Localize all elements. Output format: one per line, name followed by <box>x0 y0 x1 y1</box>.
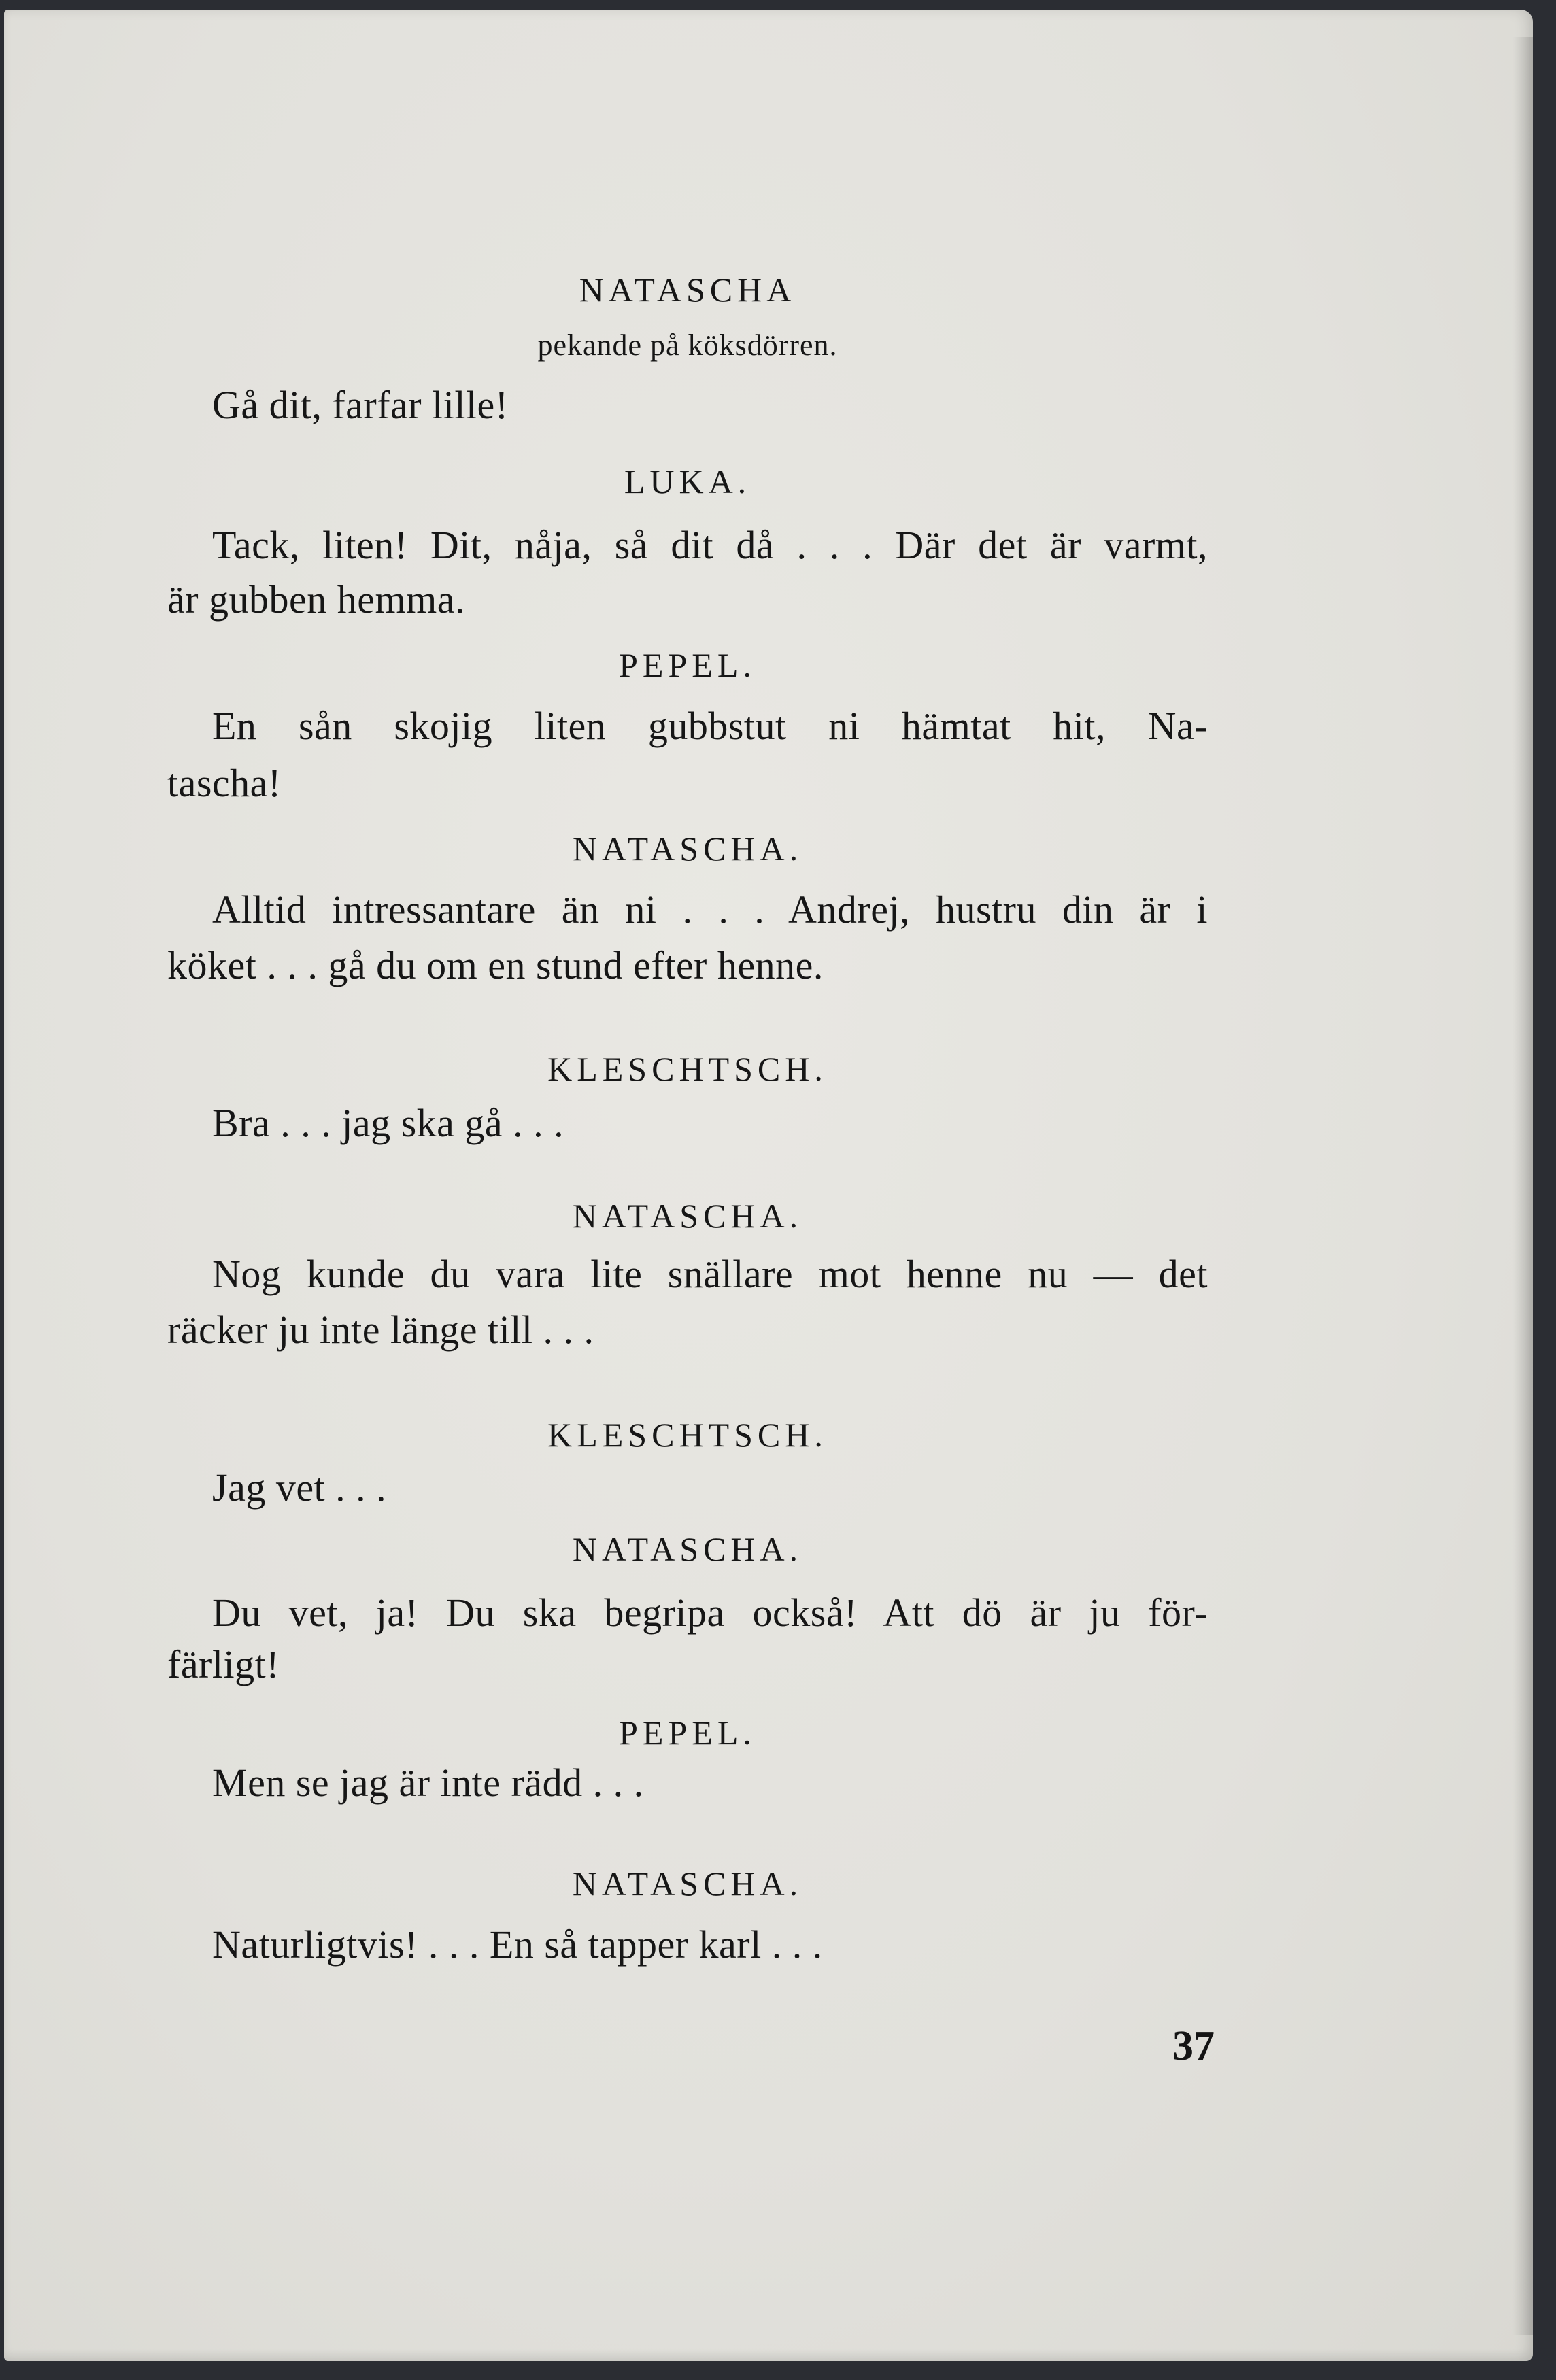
dialogue-line: Nog kunde du vara lite snällare mot henne nu — det <box>212 1252 1208 1296</box>
speaker-name: PEPEL. <box>619 1714 756 1752</box>
dialogue-line: räcker ju inte länge till . . . <box>167 1308 594 1352</box>
speaker-name: KLESCHTSCH. <box>547 1416 828 1454</box>
dialogue-line: Gå dit, farfar lille! <box>212 383 509 427</box>
speaker-name: LUKA. <box>624 462 751 500</box>
speaker-name: NATASCHA <box>579 271 796 309</box>
stage-direction: pekande på köksdörren. <box>537 328 838 362</box>
dialogue-line: Bra . . . jag ska gå . . . <box>212 1101 564 1145</box>
speaker-name: NATASCHA. <box>572 830 803 868</box>
page-edge-shadow <box>1512 37 1533 2335</box>
dialogue-line: Men se jag är inte rädd . . . <box>212 1761 644 1805</box>
page-number: 37 <box>1172 2023 1215 2069</box>
dialogue-line: Du vet, ja! Du ska begripa också! Att dö är ju för- <box>212 1591 1208 1635</box>
dialogue-line: Jag vet . . . <box>212 1465 387 1510</box>
dialogue-line: Alltid intressantare än ni . . . Andrej, hustru din är i <box>212 887 1208 932</box>
dialogue-line: köket . . . gå du om en stund efter henne. <box>167 943 824 987</box>
dialogue-line: Tack, liten! Dit, nåja, så dit då . . . Där det är varmt, <box>212 523 1208 567</box>
dialogue-line: En sån skojig liten gubbstut ni hämtat hit, Na- <box>212 704 1208 748</box>
dialogue-line: tascha! <box>167 761 282 805</box>
dialogue-line: är gubben hemma. <box>167 577 466 622</box>
speaker-name: NATASCHA. <box>572 1865 803 1903</box>
dialogue-line: Naturligtvis! . . . En så tapper karl . . . <box>212 1922 823 1967</box>
speaker-name: NATASCHA. <box>572 1197 803 1235</box>
speaker-name: KLESCHTSCH. <box>547 1050 828 1088</box>
speaker-name: PEPEL. <box>619 646 756 684</box>
book-page <box>4 10 1533 2361</box>
speaker-name: NATASCHA. <box>572 1530 803 1568</box>
dialogue-line: färligt! <box>167 1642 280 1686</box>
